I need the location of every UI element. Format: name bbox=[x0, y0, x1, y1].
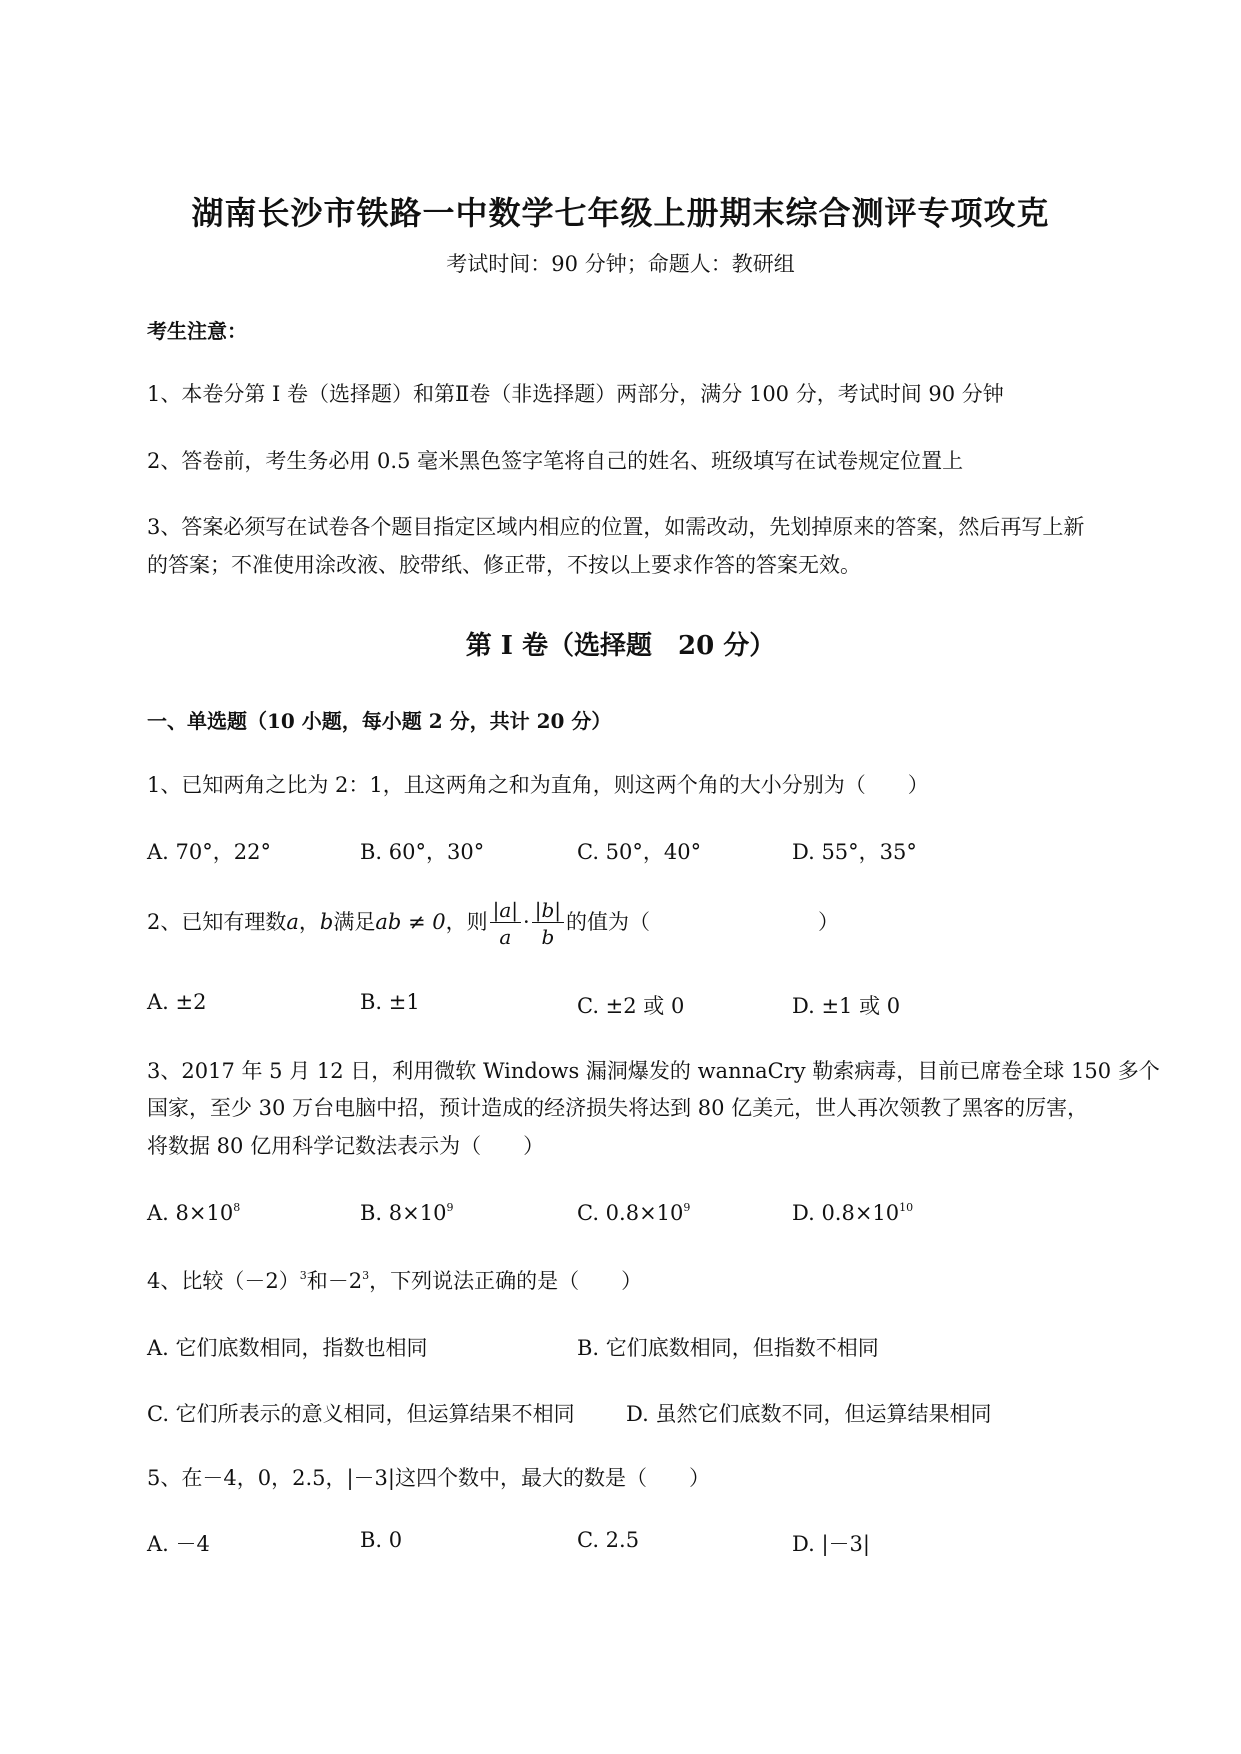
notice-item: 的答案；不准使用涂改液、胶带纸、修正带，不按以上要求作答的答案无效。 bbox=[147, 553, 861, 577]
question-stem bbox=[147, 900, 839, 947]
option-b: B. 它们底数相同，但指数不相同 bbox=[577, 1336, 879, 1360]
exponent: 3 bbox=[299, 1269, 307, 1282]
stem-text: ，下列说法正确的是（ ） bbox=[369, 1269, 643, 1293]
question-stem: 1、已知两角之比为 2：1，且这两角之和为直角，则这两个角的大小分别为（ ） bbox=[147, 773, 929, 797]
page-title: 湖南长沙市铁路一中数学七年级上册期末综合测评专项攻克 bbox=[191, 194, 1050, 232]
exponent: 3 bbox=[362, 1269, 370, 1282]
exponent: 8 bbox=[233, 1201, 241, 1214]
option-c: C. ±2 或 0 bbox=[577, 994, 685, 1018]
option-b: B. ±1 bbox=[360, 990, 420, 1014]
variable-a: a bbox=[286, 910, 299, 934]
notice-heading: 考生注意： bbox=[147, 319, 247, 343]
notice-item: 3、答案必须写在试卷各个题目指定区域内相应的位置，如需改动，先划掉原来的答案，然后再写上新 bbox=[147, 515, 1085, 539]
exam-info: 考试时间：90 分钟；命题人：教研组 bbox=[446, 252, 795, 276]
stem-text: 的值为（ ） bbox=[566, 910, 840, 934]
stem-text: 满足 bbox=[333, 910, 376, 934]
question-stem: 将数据 80 亿用科学记数法表示为（ ） bbox=[147, 1134, 545, 1158]
option-c: C. 2.5 bbox=[577, 1528, 640, 1552]
stem-text: 4、比较（－2） bbox=[147, 1269, 300, 1293]
option-base: D. 0.8×10 bbox=[792, 1201, 900, 1225]
option-a bbox=[147, 1201, 240, 1225]
option-base: B. 8×10 bbox=[360, 1201, 447, 1225]
exponent: 10 bbox=[899, 1201, 914, 1214]
stem-text: 和－2 bbox=[306, 1269, 363, 1293]
option-a: A. 它们底数相同，指数也相同 bbox=[147, 1336, 428, 1360]
stem-text: ， bbox=[298, 910, 320, 934]
fraction bbox=[532, 900, 564, 947]
stem-text: 2、已知有理数 bbox=[147, 910, 287, 934]
notice-item: 1、本卷分第 I 卷（选择题）和第Ⅱ卷（非选择题）两部分，满分 100 分，考试时间 90 分钟 bbox=[147, 382, 1004, 406]
numerator: |b| bbox=[532, 900, 564, 923]
option-a: A. －4 bbox=[147, 1532, 210, 1556]
question-stem: 5、在－4，0，2.5，|－3|这四个数中，最大的数是（ ） bbox=[147, 1466, 710, 1490]
option-c: C. 它们所表示的意义相同，但运算结果不相同 bbox=[147, 1402, 575, 1426]
option-d: D. |－3| bbox=[792, 1532, 870, 1556]
option-b: B. 60°，30° bbox=[360, 840, 485, 864]
variable-b: b bbox=[319, 910, 334, 934]
fraction bbox=[490, 900, 521, 947]
exponent: 9 bbox=[683, 1201, 691, 1214]
question-stem: 3、2017 年 5 月 12 日，利用微软 Windows 漏洞爆发的 wannaCry 勒索病毒，目前已席卷全球 150 多个 bbox=[147, 1059, 1160, 1083]
condition: ab ≠ 0 bbox=[375, 910, 446, 934]
option-base: A. 8×10 bbox=[147, 1201, 234, 1225]
option-base: C. 0.8×10 bbox=[577, 1201, 684, 1225]
question-stem: 国家，至少 30 万台电脑中招，预计造成的经济损失将达到 80 亿美元，世人再次领教了黑客的厉害， bbox=[147, 1096, 1089, 1120]
option-a: A. 70°，22° bbox=[147, 840, 271, 864]
option-d: D. 55°，35° bbox=[792, 840, 917, 864]
option-c: C. 50°，40° bbox=[577, 840, 702, 864]
option-c bbox=[577, 1201, 690, 1225]
exponent: 9 bbox=[446, 1201, 454, 1214]
numerator: |a| bbox=[490, 900, 521, 923]
section-title: 第 I 卷（选择题 20 分） bbox=[465, 631, 776, 661]
option-a: A. ±2 bbox=[147, 990, 207, 1014]
option-b bbox=[360, 1201, 453, 1225]
option-d: D. 虽然它们底数不同，但运算结果相同 bbox=[626, 1402, 992, 1426]
question-stem bbox=[147, 1265, 642, 1295]
denominator: a bbox=[499, 925, 512, 949]
denominator: b bbox=[541, 925, 555, 949]
option-b: B. 0 bbox=[360, 1528, 403, 1552]
notice-item: 2、答卷前，考生务必用 0.5 毫米黑色签字笔将自己的姓名、班级填写在试卷规定位置上 bbox=[147, 449, 964, 473]
dot: · bbox=[523, 910, 530, 934]
part-heading: 一、单选题（10 小题，每小题 2 分，共计 20 分） bbox=[147, 709, 612, 733]
option-d bbox=[792, 1201, 913, 1225]
option-d: D. ±1 或 0 bbox=[792, 994, 901, 1018]
stem-text: ，则 bbox=[445, 910, 488, 934]
